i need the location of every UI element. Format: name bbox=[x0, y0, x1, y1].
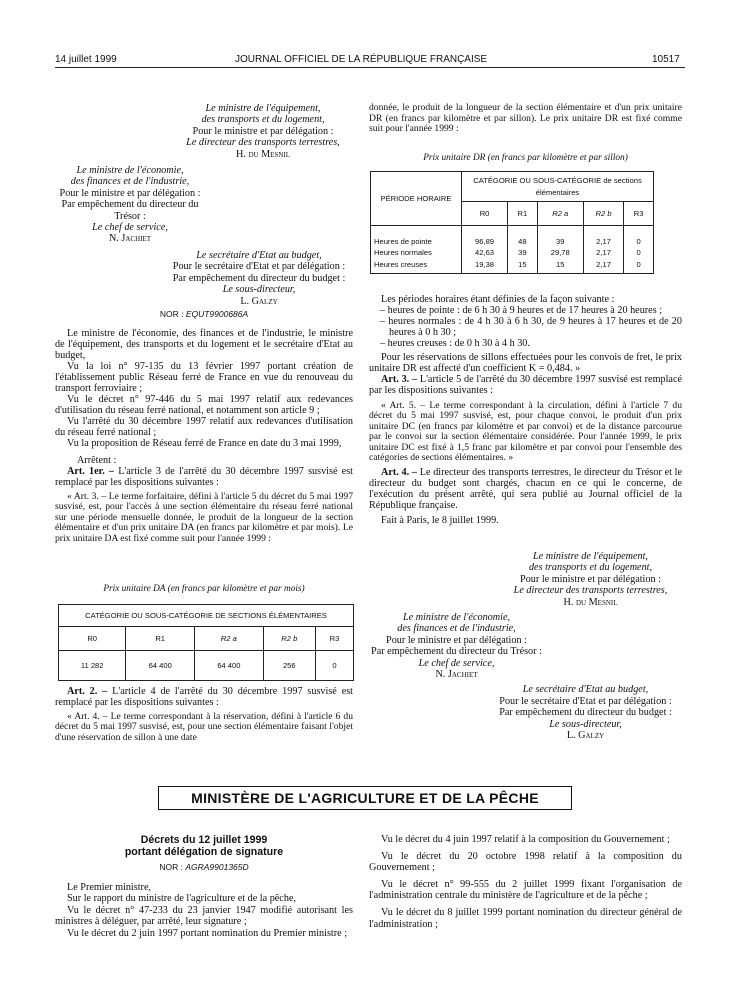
sig-line: Le directeur des transports terrestres, bbox=[186, 137, 340, 149]
table-cell: 0 bbox=[636, 236, 641, 246]
table-cell: 0 bbox=[315, 651, 353, 681]
right-column-signatures bbox=[369, 551, 682, 742]
sig-line: des finances et de l'industrie, bbox=[397, 623, 516, 635]
header-rule bbox=[55, 67, 685, 68]
sig-line: Pour le ministre et par délégation : bbox=[386, 634, 527, 646]
table-period-header: PÉRIODE HORAIRE bbox=[371, 172, 462, 226]
nor-code: AGRA9901365D bbox=[185, 862, 249, 872]
article-text: L'article 3 de l'arrêté du 30 décembre 1997 susvisé est remplacé par les dispositions suivantes : bbox=[55, 466, 354, 488]
fait-a-paris: Fait à Paris, le 8 juillet 1999. bbox=[381, 515, 499, 527]
table-cell: 11 282 bbox=[59, 651, 126, 681]
article-5-quote: « Art. 5. – Le terme correspondant à la circulation, défini à l'article 7 du décret du 5 mai 1997 susvisé, est, pour chaque convoi, le produit d'un prix unitaire DC (en francs par kilomètre et par convoi) et de la distance parcourue par le convoi sur la section élémentaire considérée. Pour l'année 1999, le prix unitaire DC est fixé à 1,5 franc par kilomètre et par convoi pour l'ensemble des catégories de sections élémentaires. » bbox=[369, 400, 682, 464]
table-cell: 29,78 bbox=[550, 248, 570, 257]
sig-line: Par empêchement du directeur du Trésor : bbox=[371, 646, 542, 658]
sig-line: Le sous-directeur, bbox=[549, 718, 622, 730]
paragraph: Vu le décret n° 97-446 du 5 mai 1997 relatif aux redevances d'utilisation du réseau ferré national, et notamment son article 9 ; bbox=[55, 394, 353, 416]
table-header: CATÉGORIE OU SOUS-CATÉGORIE DE SECTIONS ÉLÉMENTAIRES bbox=[59, 605, 354, 627]
sig-line: Par empêchement du directeur du budget : bbox=[499, 707, 672, 719]
sig-name: H. du Mesnil bbox=[236, 148, 290, 160]
sig-line: Pour le ministre et par délégation : bbox=[520, 573, 661, 585]
table-col-header: R1 bbox=[508, 202, 538, 226]
table-col-header: R2 b bbox=[583, 202, 624, 226]
arretent: Arrêtent : bbox=[77, 455, 117, 466]
nor-label: NOR : bbox=[159, 862, 183, 872]
right-continuation: donnée, le produit de la longueur de la section élémentaire et d'un prix unitaire DR (en francs par kilomètre et par sillon). Le prix unitaire DR est fixé comme suit pour l'année 1999 : bbox=[369, 102, 682, 135]
article-2 bbox=[55, 686, 353, 708]
table-row-labels bbox=[371, 226, 462, 274]
article-1 bbox=[55, 466, 353, 488]
decree-title-line2: portant délégation de signature bbox=[124, 846, 284, 858]
fret-paragraph: Pour les réservations de sillons effectuées pour les convois de fret, le prix unitaire DR est affecté d'un coefficient K = 0,484. » bbox=[369, 352, 682, 374]
period-item: – heures normales : de 4 h 30 à 6 h 30, de 9 heures à 17 heures et de 20 heures à 0 h 30 ; bbox=[380, 316, 682, 338]
paragraph: Sur le rapport du ministre de l'agriculture et de la pêche, bbox=[67, 893, 296, 905]
table-cell: 2,17 bbox=[596, 236, 611, 246]
table-col-header: R3 bbox=[624, 202, 654, 226]
paragraph: Le ministre de l'économie, des finances et de l'industrie, le ministre de l'équipement, des transports et du logement et le secrétaire d'Etat au budget, bbox=[55, 328, 353, 361]
nor-reference bbox=[55, 309, 353, 321]
table-cell: 19,38 bbox=[475, 259, 495, 269]
nor-label: NOR : bbox=[159, 309, 184, 319]
table-col-r3 bbox=[624, 226, 654, 274]
sig-line: Le ministre de l'économie, bbox=[76, 165, 184, 177]
sig-line: des finances et de l'industrie, bbox=[70, 176, 190, 188]
row-label: Heures de pointe bbox=[374, 236, 432, 246]
sig-line: Pour le ministre et par délégation : bbox=[59, 187, 201, 199]
decree-title bbox=[55, 834, 353, 858]
article-4 bbox=[369, 467, 682, 511]
table-dr bbox=[370, 171, 654, 274]
paragraph: Vu le décret du 20 octobre 1998 relatif à la composition du Gouvernement ; bbox=[369, 850, 682, 874]
sig-line: des transports et du logement, bbox=[201, 114, 325, 126]
table-cell: 39 bbox=[556, 236, 565, 246]
left-article-2 bbox=[55, 686, 353, 743]
sig-name: H. du Mesnil bbox=[563, 596, 618, 608]
sig-line: Le secrétaire d'Etat au budget, bbox=[196, 249, 322, 261]
sig-line: Le chef de service, bbox=[92, 222, 168, 234]
article-heading: Art. 1er. – bbox=[67, 466, 115, 477]
sig-line: Le directeur des transports terrestres, bbox=[513, 585, 668, 597]
table-cell: 64 400 bbox=[195, 651, 264, 681]
table-col-header: R0 bbox=[462, 202, 508, 226]
row-label: Heures creuses bbox=[374, 259, 428, 269]
sig-line: Le ministre de l'équipement, bbox=[533, 551, 648, 562]
table-col-header: R3 bbox=[315, 627, 353, 651]
paragraph: Vu le décret n° 99-555 du 2 juillet 1999 fixant l'organisation de l'administration centrale du ministère de l'agriculture et de la pêche ; bbox=[369, 878, 682, 902]
table-cell: 48 bbox=[518, 236, 527, 246]
left-column-signatures bbox=[55, 103, 353, 307]
table-col-header: R2 a bbox=[195, 627, 264, 651]
row-label: Heures normales bbox=[374, 248, 432, 257]
table-dr-caption: Prix unitaire DR (en francs par kilomètre et par sillon) bbox=[423, 153, 628, 163]
decree-title-line1: Décrets du 12 juillet 1999 bbox=[140, 834, 268, 846]
table-col-header: R2 a bbox=[537, 202, 583, 226]
sig-line: Pour le secrétaire d'Etat et par délégation : bbox=[172, 261, 346, 273]
page-number: 10517 bbox=[652, 54, 680, 65]
table-cell: 64 400 bbox=[126, 651, 195, 681]
article-3 bbox=[369, 374, 682, 396]
table-cell: 15 bbox=[556, 259, 565, 269]
table-cell: 2,17 bbox=[596, 248, 611, 257]
article-heading: Art. 2. – bbox=[67, 686, 108, 697]
table-cat-header: CATÉGORIE OU SOUS-CATÉGORIE de sections élémentaires bbox=[462, 172, 654, 202]
table-col-r0 bbox=[462, 226, 508, 274]
sig-line: Le ministre de l'économie, bbox=[402, 612, 511, 624]
article-text: L'article 5 de l'arrêté du 30 décembre 1997 susvisé est remplacé par les dispositions suivantes : bbox=[369, 374, 682, 396]
sig-line: Le sous-directeur, bbox=[222, 284, 296, 296]
sig-name: N. Jachiet bbox=[435, 669, 478, 681]
table-cell: 15 bbox=[518, 259, 527, 269]
table-cell: 96,89 bbox=[475, 236, 495, 246]
journal-title: JOURNAL OFFICIEL DE LA RÉPUBLIQUE FRANÇAISE bbox=[235, 54, 488, 65]
decree-right-text bbox=[369, 834, 682, 930]
paragraph: Vu le décret n° 47-233 du 23 janvier 1947 modifié autorisant les ministres à déléguer, par arrêté, leur signature ; bbox=[55, 904, 353, 928]
article-4-quote: « Art. 4. – Le terme correspondant à la réservation, défini à l'article 6 du décret du 5 mai 1997 susvisé, est, pour une section élémentaire faisant l'objet d'une réservation de sillon à une date bbox=[55, 711, 353, 743]
article-text: Le directeur des transports terrestres, le directeur du Trésor et le directeur du budget sont chargés, chacun en ce qui le concerne, de l'exécution du présent arrêté, qui sera publié au Journal officiel de la République française. bbox=[369, 467, 683, 512]
decree-left-text bbox=[55, 882, 353, 939]
header-date: 14 juillet 1999 bbox=[55, 54, 117, 65]
sig-line: des transports et du logement, bbox=[528, 562, 653, 574]
table-cell: 256 bbox=[263, 651, 315, 681]
table-col-header: R1 bbox=[126, 627, 195, 651]
table-cell: 0 bbox=[636, 259, 641, 269]
table-da-caption: Prix unitaire DA (en francs par kilomètre et par mois) bbox=[103, 584, 305, 594]
decree-nor bbox=[55, 862, 353, 874]
period-item: – heures creuses : de 0 h 30 à 4 h 30. bbox=[380, 338, 530, 349]
table-cell: 42,63 bbox=[475, 248, 495, 257]
paragraph: Vu l'arrêté du 30 décembre 1997 relatif aux redevances d'utilisation du réseau ferré national ; bbox=[55, 416, 353, 438]
table-cell: 0 bbox=[636, 248, 641, 257]
sig-line: Pour le secrétaire d'Etat et par délégation : bbox=[499, 695, 672, 707]
right-articles bbox=[369, 294, 682, 526]
table-col-r2a bbox=[537, 226, 583, 274]
sig-name: L. Galzy bbox=[240, 295, 278, 307]
table-col-r2b bbox=[583, 226, 624, 274]
table-col-r1 bbox=[508, 226, 538, 274]
left-preamble bbox=[55, 328, 353, 544]
periods-intro: Les périodes horaires étant définies de la façon suivante : bbox=[381, 294, 615, 305]
table-da bbox=[58, 604, 354, 681]
paragraph: Vu le décret du 4 juin 1997 relatif à la composition du Gouvernement ; bbox=[381, 834, 670, 845]
article-3-quote: « Art. 3. – Le terme forfaitaire, défini à l'article 5 du décret du 5 mai 1997 susvisé, est, pour l'accès à une section élémentaire du réseau ferré national sur une période mensuelle donnée, le produit de la longueur de la section élémentaire et d'un prix unitaire DA (en francs par kilomètre et par mois). Le prix unitaire DA est fixé comme suit pour l'année 1999 : bbox=[55, 491, 353, 544]
paragraph: Vu la proposition de Réseau ferré de France en date du 3 mai 1999, bbox=[67, 438, 342, 449]
period-item: – heures de pointe : de 6 h 30 à 9 heures et de 17 heures à 20 heures ; bbox=[380, 305, 663, 316]
table-cell: 2,17 bbox=[596, 259, 611, 269]
sig-line: Le chef de service, bbox=[418, 657, 495, 669]
article-heading: Art. 3. – bbox=[381, 374, 418, 385]
sig-line: Par empêchement du directeur du Trésor : bbox=[61, 199, 199, 222]
sig-name: L. Galzy bbox=[566, 730, 605, 742]
paragraph: Vu le décret du 2 juin 1997 portant nomination du Premier ministre ; bbox=[67, 927, 348, 939]
paragraph: Vu le décret du 8 juillet 1999 portant nomination du directeur général de l'administration ; bbox=[369, 906, 682, 930]
table-cell: 39 bbox=[518, 248, 527, 257]
sig-line: Par empêchement du directeur du budget : bbox=[172, 272, 346, 284]
paragraph: Le Premier ministre, bbox=[67, 882, 152, 893]
table-col-header: R0 bbox=[59, 627, 126, 651]
paragraph: Vu la loi n° 97-135 du 13 février 1997 portant création de l'établissement public Réseau ferré de France en vue du renouveau du transport ferroviaire ; bbox=[55, 361, 353, 394]
sig-line: Pour le ministre et par délégation : bbox=[192, 125, 334, 137]
nor-code: EQUT9900686A bbox=[185, 309, 249, 319]
sig-name: N. Jachiet bbox=[108, 233, 152, 245]
article-text: L'article 4 de l'arrêté du 30 décembre 1997 susvisé est remplacé par les dispositions suivantes : bbox=[55, 686, 354, 708]
table-col-header: R2 b bbox=[263, 627, 315, 651]
ministry-banner: MINISTÈRE DE L'AGRICULTURE ET DE LA PÊCHE bbox=[158, 786, 572, 810]
article-heading: Art. 4. – bbox=[381, 467, 417, 479]
sig-line: Le secrétaire d'Etat au budget, bbox=[522, 684, 649, 696]
sig-line: Le ministre de l'équipement, bbox=[205, 103, 321, 114]
